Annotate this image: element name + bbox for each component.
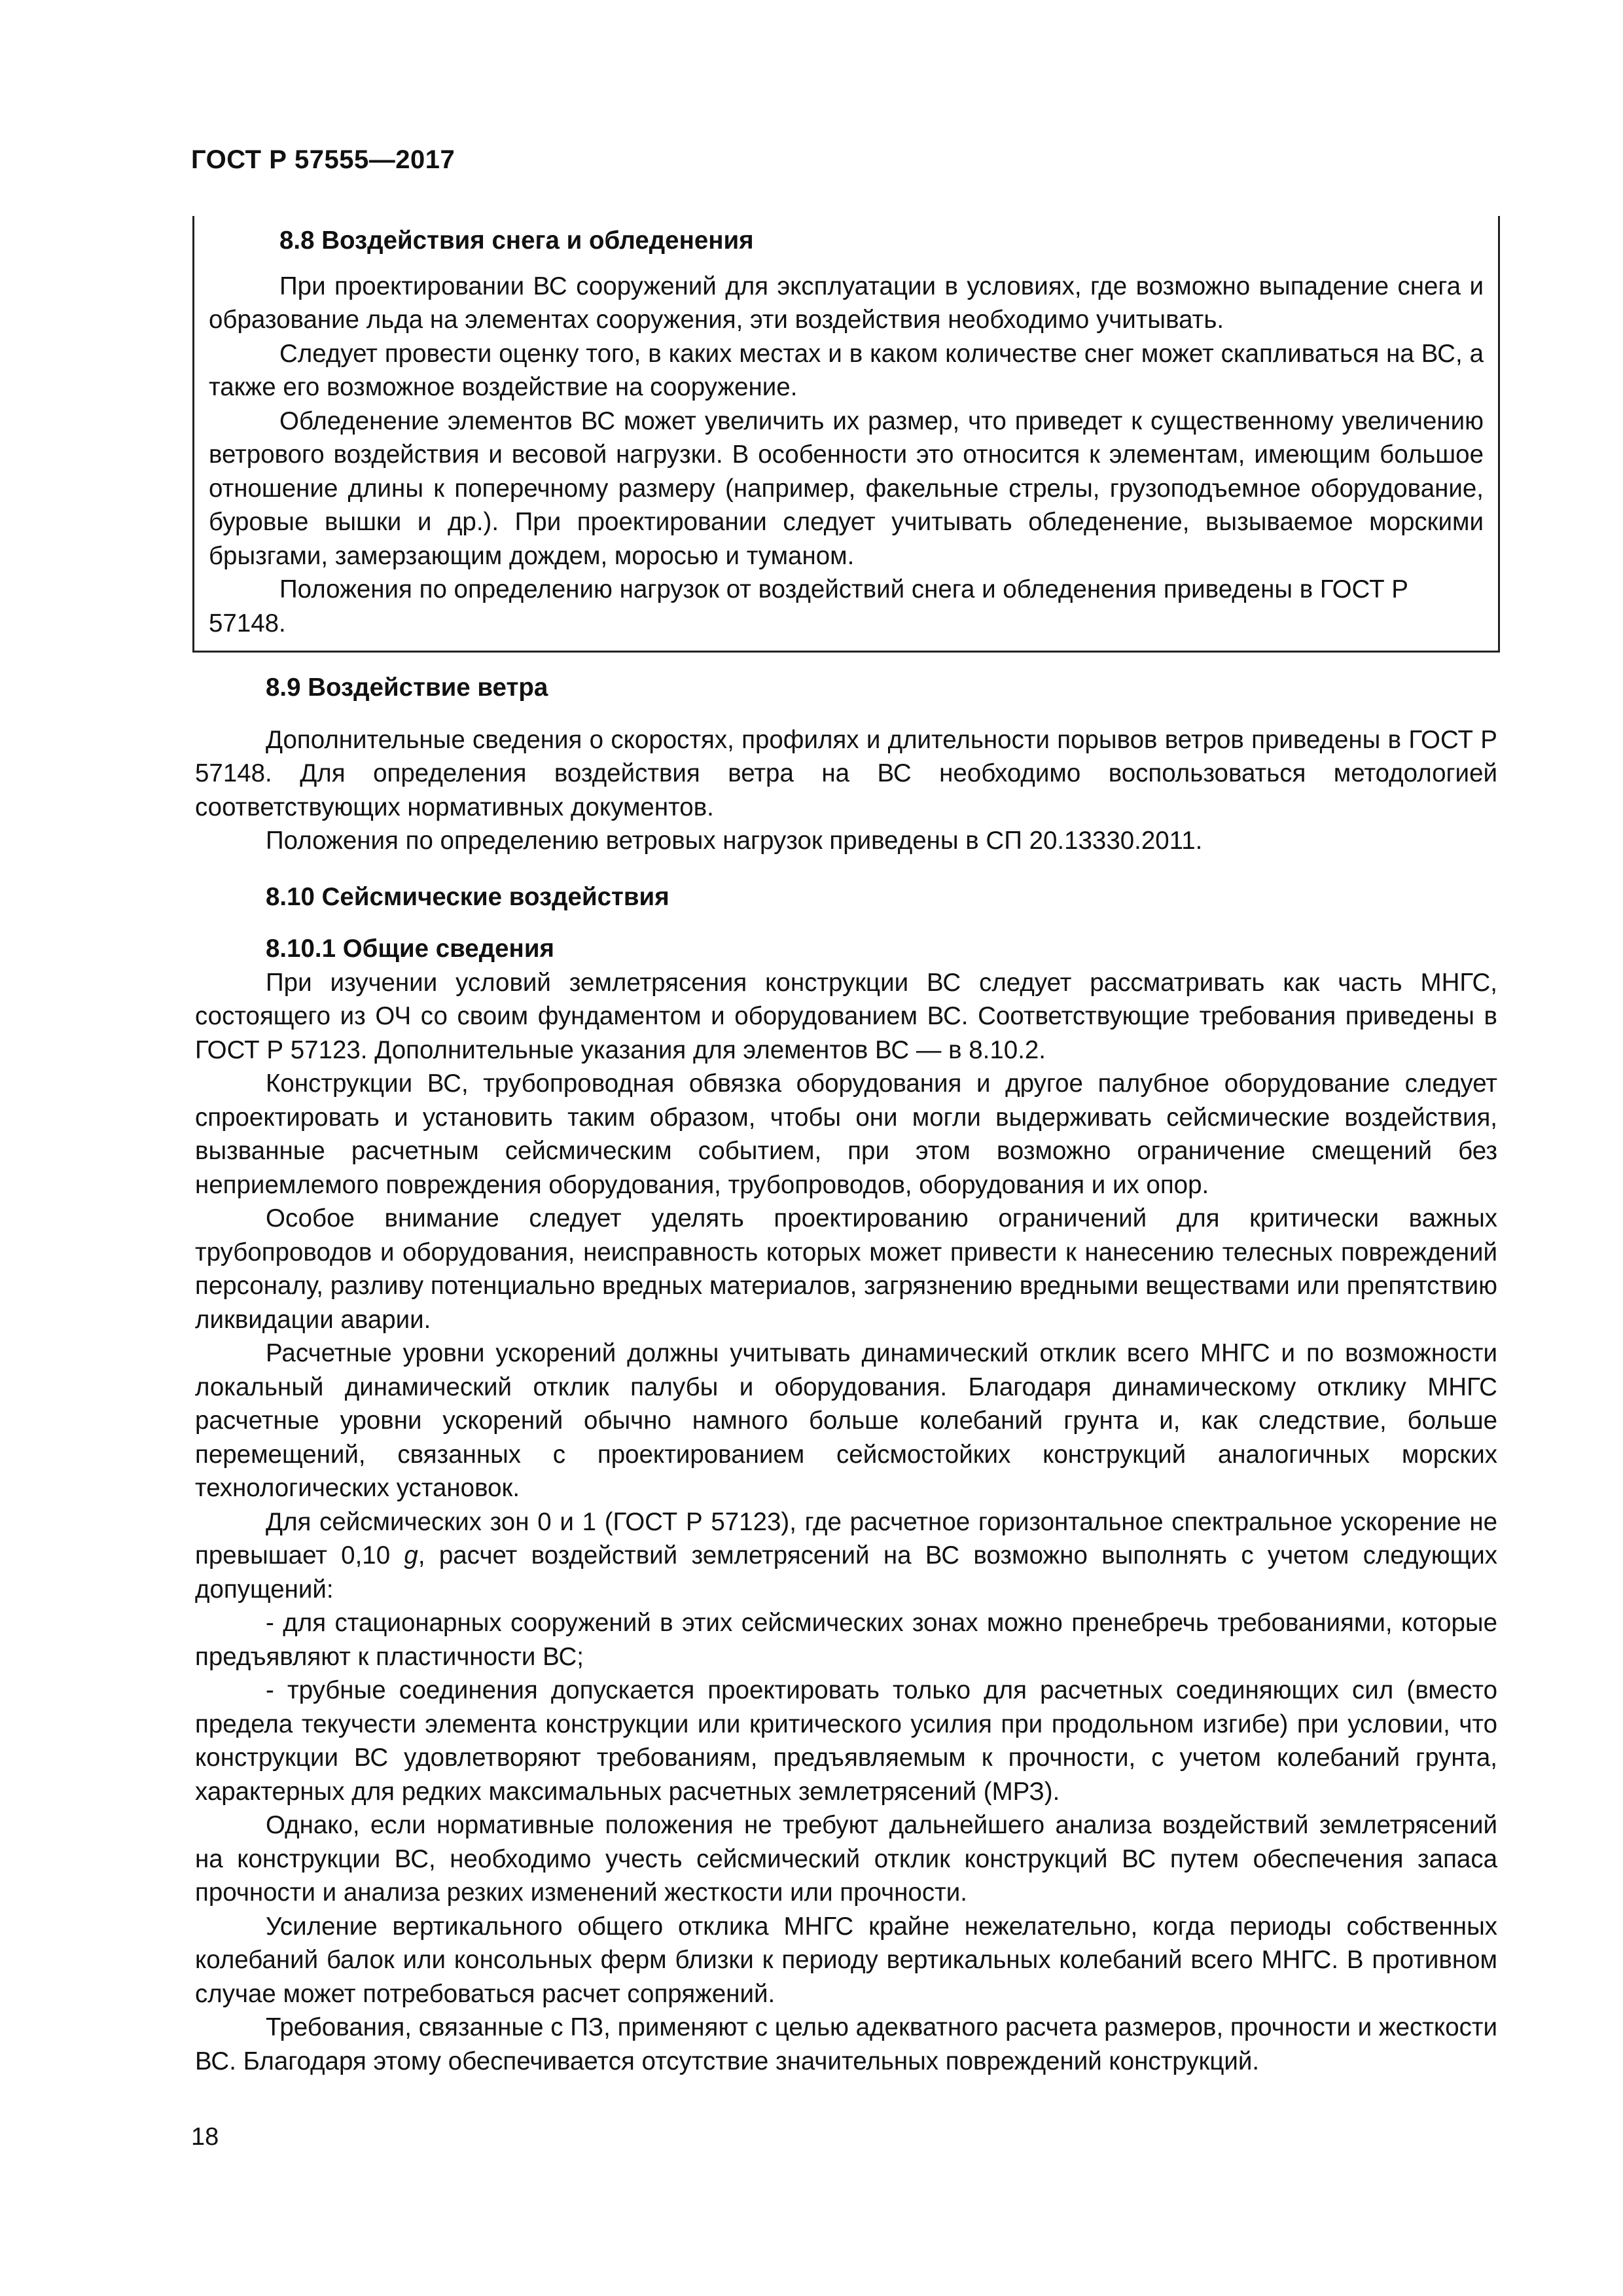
paragraph: Следует провести оценку того, в каких местах и в каком количестве снег может скапливаться на ВС, а также его возможное воздействие на сооружение. [209, 339, 1484, 401]
paragraph: При изучении условий землетрясения конструкции ВС следует рассматривать как часть МНГС, состоящего из ОЧ со своим фундаментом и оборудованием ВС. Соответствующие требования приведены в ГОСТ Р 57123. Дополнительные указания для элементов ВС — в 8.10.2. [195, 968, 1497, 1064]
paragraph: При проектировании ВС сооружений для эксплуатации в условиях, где возможно выпадение снега и образование льда на элементах сооружения, эти воздействия необходимо учитывать. [209, 272, 1484, 334]
paragraph: Усиление вертикального общего отклика МНГС крайне нежелательно, когда периоды собственных колебаний балок или консольных ферм близки к периоду вертикальных колебаний всего МНГС. В противном случае может потребоваться расчет сопряжений. [195, 1912, 1497, 2008]
section-title-8-9: 8.9 Воздействие ветра [266, 673, 548, 702]
paragraph: Расчетные уровни ускорений должны учитывать динамический отклик всего МНГС и по возможности локальный динамический отклик палубы и оборудования. Благодаря динамическому отклику МНГС расчетные уровни ускорений обычно намного больше колебаний грунта и, как следствие, больше перемещений, связанных с проектированием сейсмостойких конструкций аналогичных морских технологических установок. [195, 1339, 1497, 1502]
paragraph: Однако, если нормативные положения не требуют дальнейшего анализа воздействий землетрясений на конструкции ВС, необходимо учесть сейсмический отклик конструкций ВС путем обеспечения запаса прочности и анализа резких изменений жесткости или прочности. [195, 1811, 1497, 1907]
paragraph: Требования, связанные с ПЗ, применяют с целью адекватного расчета размеров, прочности и жесткости ВС. Благодаря этому обеспечивается отсутствие значительных повреждений конструкций. [195, 2013, 1497, 2075]
paragraph: Конструкции ВС, трубопроводная обвязка оборудования и другое палубное оборудование следует спроектировать и установить таким образом, чтобы они могли выдерживать сейсмические воздействия, вызванные расчетным сейсмическим событием, при этом возможно ограничение смещений без неприемлемого повреждения оборудования, трубопроводов, оборудования и их опор. [195, 1069, 1497, 1199]
gravity-symbol: g [404, 1541, 418, 1570]
paragraph: Дополнительные сведения о скоростях, профилях и длительности порывов ветров приведены в ГОСТ Р 57148. Для определения воздействия ветра на ВС необходимо воспользоваться методологией соответствующих нормативных документов. [195, 725, 1497, 821]
paragraph: Особое внимание следует уделять проектированию ограничений для критически важных трубопроводов и оборудования, неисправность которых может привести к нанесению телесных повреждений персоналу, разливу потенциально вредных материалов, загрязнению вредными веществами или препятствию ликвидации аварии. [195, 1204, 1497, 1334]
paragraph: Обледенение элементов ВС может увеличить их размер, что приведет к существенному увеличению ветрового воздействия и весовой нагрузки. В особенности это относится к элементам, имеющим большое отношение длины к поперечному размеру (например, факельные стрелы, грузоподъемное оборудование, буровые вышки и др.). При проектировании следует учитывать обледенение, вызываемое морскими брызгами, замерзающим дождем, моросью и туманом. [209, 406, 1484, 570]
section-title-8-8: 8.8 Воздействия снега и обледенения [279, 226, 754, 255]
list-item: - для стационарных сооружений в этих сейсмических зонах можно пренебречь требованиями, которые предъявляют к пластичности ВС; [195, 1609, 1497, 1671]
page-number: 18 [191, 2123, 219, 2151]
boxed-section-8-8 [192, 216, 1500, 653]
text-run: Для сейсмических зон 0 и 1 (ГОСТ Р 57123), где расчетное горизонтальное спектральное ускорение не превышает 0,10 [195, 1507, 1497, 1570]
page-content [195, 226, 1498, 2078]
subsection-title-8-10-1: 8.10.1 Общие сведения [266, 935, 554, 963]
document-code: ГОСТ Р 57555—2017 [191, 145, 455, 174]
section-title-8-10: 8.10 Сейсмические воздействия [266, 882, 669, 911]
paragraph: Положения по определению нагрузок от воздействий снега и обледенения приведены в ГОСТ Р 57148. [209, 575, 1408, 637]
list-item: - трубные соединения допускается проектировать только для расчетных соединяющих сил (вместо предела текучести элемента конструкции или критического усилия при продольном изгибе) при условии, что конструкции ВС удовлетворяют требованиям, предъявляемым к прочности, с учетом колебаний грунта, характерных для редких максимальных расчетных землетрясений (МРЗ). [195, 1676, 1497, 1806]
text-run: , расчет воздействий землетрясений на ВС возможно выполнять с учетом следующих допущений: [195, 1541, 1498, 1604]
paragraph [195, 1505, 1497, 1607]
paragraph: Положения по определению ветровых нагрузок приведены в СП 20.13330.2011. [266, 827, 1203, 855]
